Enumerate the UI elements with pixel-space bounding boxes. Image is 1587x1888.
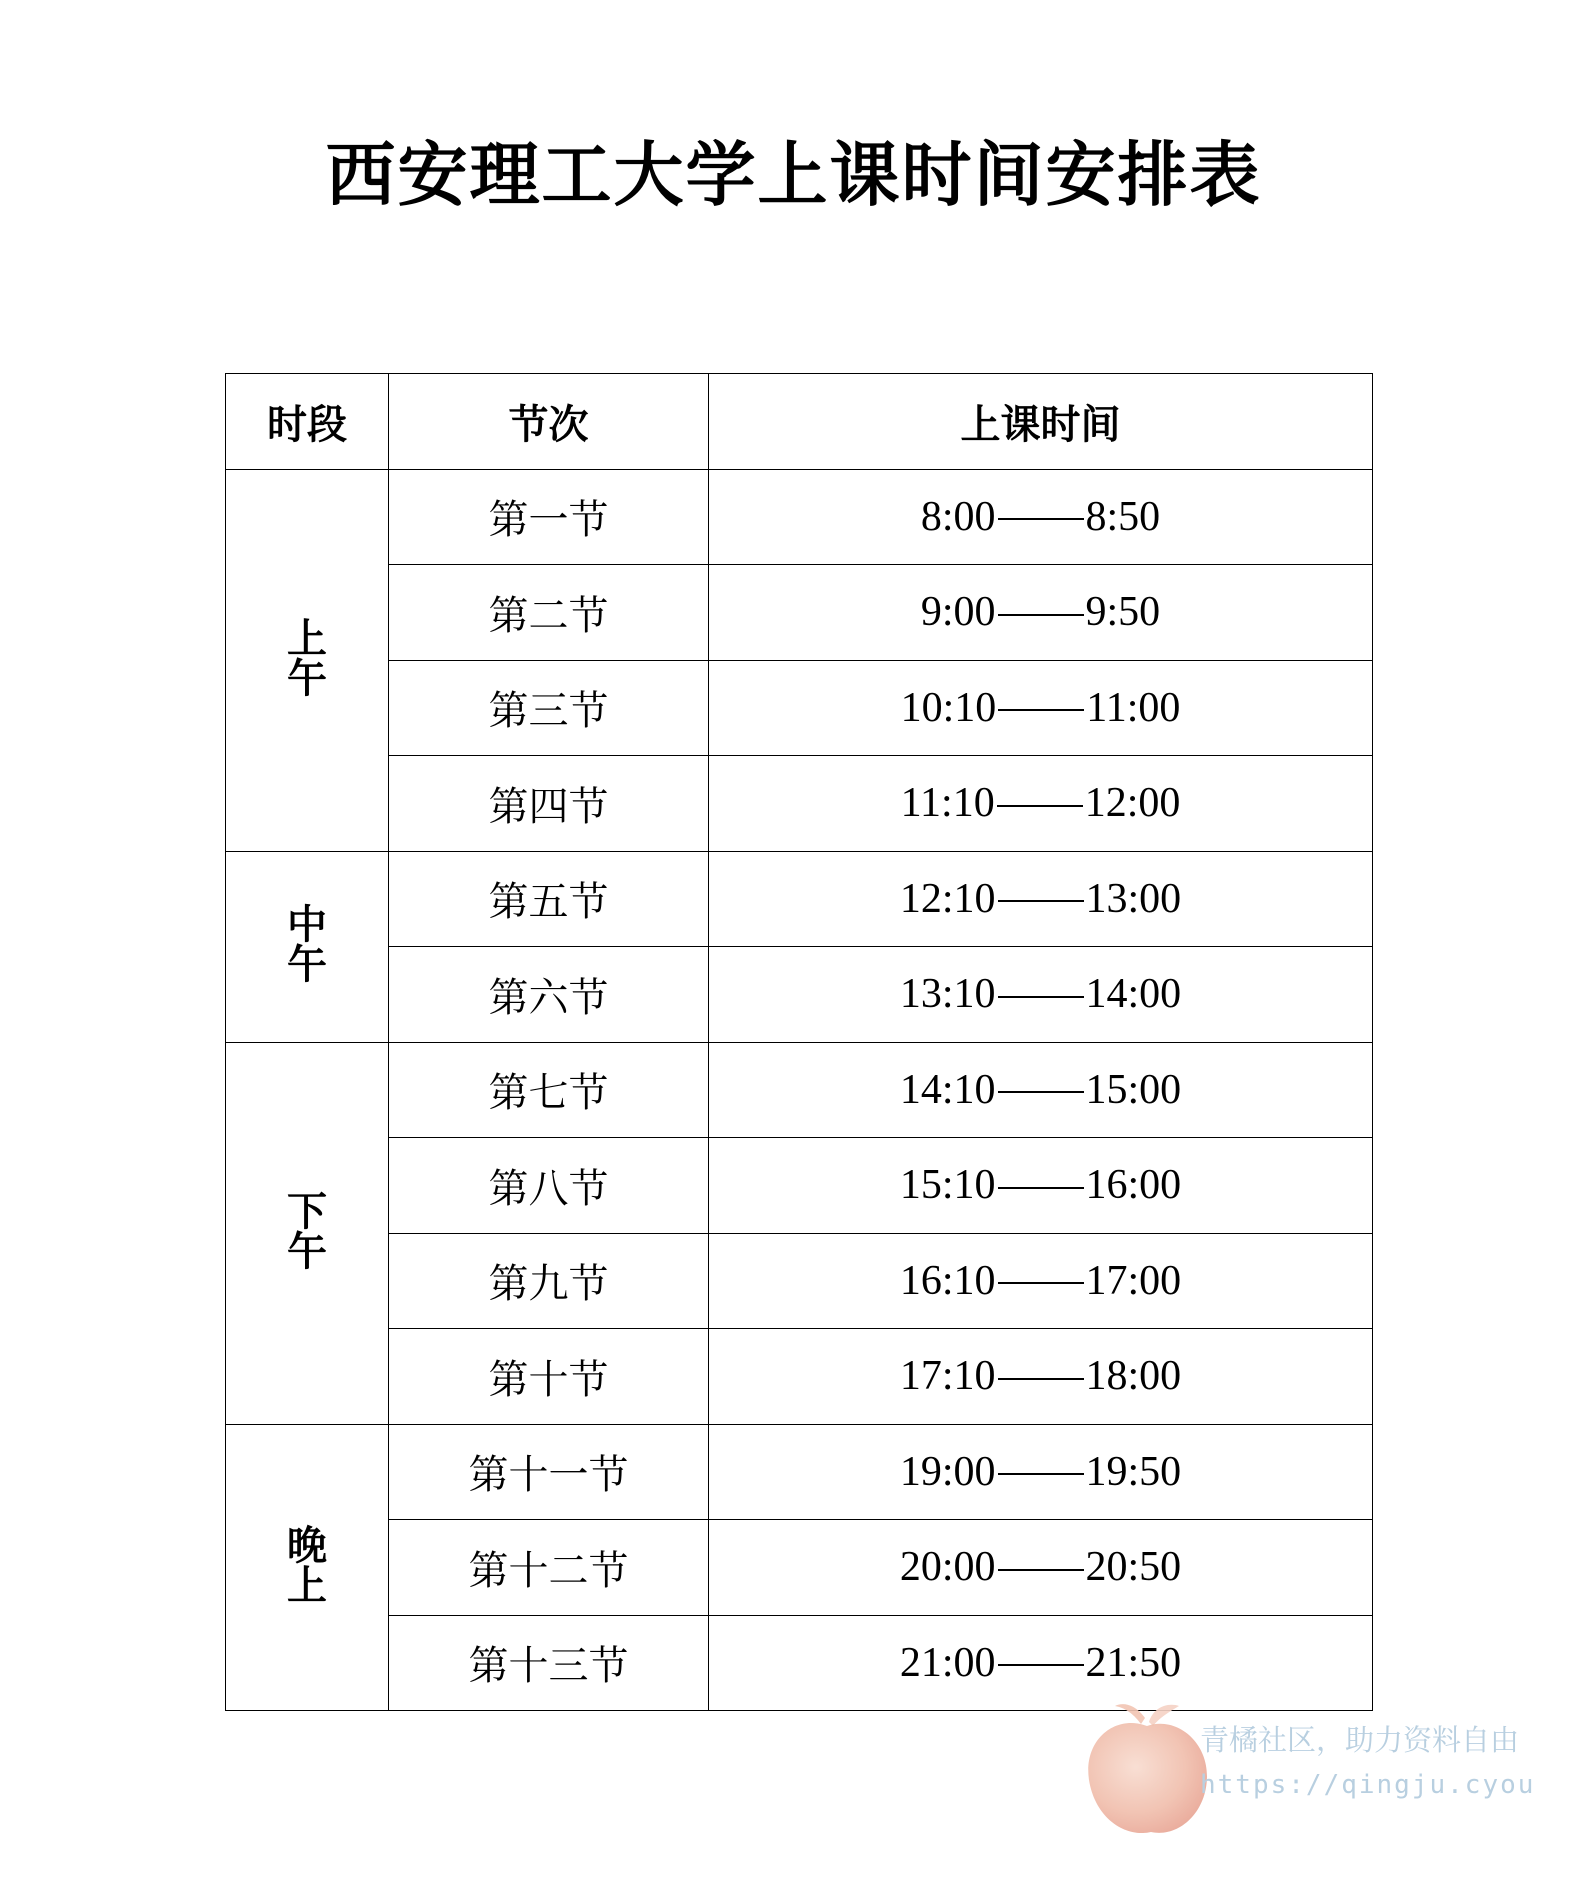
session-cell: 第九节 <box>389 1233 709 1329</box>
time-cell <box>709 1042 1373 1138</box>
session-cell: 第十节 <box>389 1329 709 1425</box>
time-cell <box>709 756 1373 852</box>
start-time: 19:00 <box>899 1448 996 1495</box>
end-time: 18:00 <box>1085 1353 1182 1400</box>
table-row <box>226 1042 1373 1138</box>
table-body <box>226 469 1373 1711</box>
start-time: 17:10 <box>899 1353 996 1400</box>
end-time: 21:50 <box>1085 1639 1182 1686</box>
time-range-dash <box>998 614 1084 616</box>
period-label: 中午 <box>287 901 327 988</box>
page-title: 西安理工大学上课时间安排表 <box>325 133 1262 216</box>
period-cell <box>226 1042 389 1424</box>
end-time: 20:50 <box>1085 1544 1182 1591</box>
time-range-dash <box>998 1569 1084 1571</box>
time-range-dash <box>998 518 1084 520</box>
time-range-dash <box>998 1473 1084 1475</box>
session-cell: 第四节 <box>389 756 709 852</box>
time-range-dash <box>998 1378 1084 1380</box>
session-cell: 第七节 <box>389 1042 709 1138</box>
time-cell <box>709 1233 1373 1329</box>
start-time: 15:10 <box>899 1162 996 1209</box>
start-time: 20:00 <box>899 1544 996 1591</box>
schedule-table <box>225 373 1373 1711</box>
header-session: 节次 <box>389 374 709 470</box>
watermark <box>1075 1690 1535 1840</box>
time-cell <box>709 660 1373 756</box>
period-cell <box>226 851 389 1042</box>
period-label: 晚上 <box>287 1521 327 1609</box>
end-time: 12:00 <box>1084 780 1181 827</box>
header-period: 时段 <box>226 374 389 470</box>
end-time: 14:00 <box>1085 971 1182 1018</box>
time-cell <box>709 1329 1373 1425</box>
table-row <box>226 947 1373 1043</box>
time-cell <box>709 947 1373 1043</box>
time-range-dash <box>998 900 1084 902</box>
time-cell <box>709 565 1373 661</box>
session-cell: 第六节 <box>389 947 709 1043</box>
time-range-dash <box>997 805 1083 807</box>
period-label: 上午 <box>287 614 327 702</box>
start-time: 8:00 <box>920 493 996 540</box>
start-time: 10:10 <box>900 684 997 731</box>
time-range-dash <box>998 709 1084 711</box>
time-cell <box>709 1520 1373 1616</box>
time-cell <box>709 851 1373 947</box>
table-row <box>226 1424 1373 1520</box>
end-time: 9:50 <box>1085 589 1161 636</box>
session-cell: 第二节 <box>389 565 709 661</box>
session-cell: 第十三节 <box>389 1615 709 1711</box>
session-cell: 第五节 <box>389 851 709 947</box>
start-time: 11:10 <box>900 780 995 827</box>
end-time: 11:00 <box>1086 684 1181 731</box>
start-time: 16:10 <box>899 1257 996 1304</box>
table-row <box>226 756 1373 852</box>
start-time: 12:10 <box>899 875 996 922</box>
start-time: 9:00 <box>920 589 996 636</box>
session-cell: 第八节 <box>389 1138 709 1234</box>
period-cell <box>226 469 389 851</box>
session-cell: 第一节 <box>389 469 709 565</box>
time-cell <box>709 1424 1373 1520</box>
table-row <box>226 1329 1373 1425</box>
time-range-dash <box>998 1282 1084 1284</box>
table-row <box>226 1233 1373 1329</box>
time-range-dash <box>998 1187 1084 1189</box>
table-header-row <box>226 374 1373 470</box>
watermark-text-url: https://qingju.cyou <box>1200 1770 1536 1800</box>
start-time: 21:00 <box>899 1639 996 1686</box>
time-range-dash <box>998 1664 1084 1666</box>
time-range-dash <box>998 996 1084 998</box>
end-time: 8:50 <box>1085 493 1161 540</box>
table-row <box>226 660 1373 756</box>
end-time: 16:00 <box>1085 1162 1182 1209</box>
table-row <box>226 851 1373 947</box>
end-time: 13:00 <box>1085 875 1182 922</box>
table-row <box>226 469 1373 565</box>
end-time: 19:50 <box>1085 1448 1182 1495</box>
start-time: 13:10 <box>899 971 996 1018</box>
end-time: 17:00 <box>1085 1257 1182 1304</box>
session-cell: 第三节 <box>389 660 709 756</box>
start-time: 14:10 <box>899 1066 996 1113</box>
period-label: 下午 <box>287 1187 327 1275</box>
session-cell: 第十二节 <box>389 1520 709 1616</box>
table-row <box>226 1138 1373 1234</box>
time-cell <box>709 1138 1373 1234</box>
table-row <box>226 1520 1373 1616</box>
time-cell <box>709 469 1373 565</box>
end-time: 15:00 <box>1085 1066 1182 1113</box>
watermark-text-slogan: 青橘社区，助力资料自由 <box>1200 1723 1520 1757</box>
time-range-dash <box>998 1091 1084 1093</box>
period-cell <box>226 1424 389 1711</box>
table-row <box>226 565 1373 661</box>
session-cell: 第十一节 <box>389 1424 709 1520</box>
header-time: 上课时间 <box>709 374 1373 470</box>
